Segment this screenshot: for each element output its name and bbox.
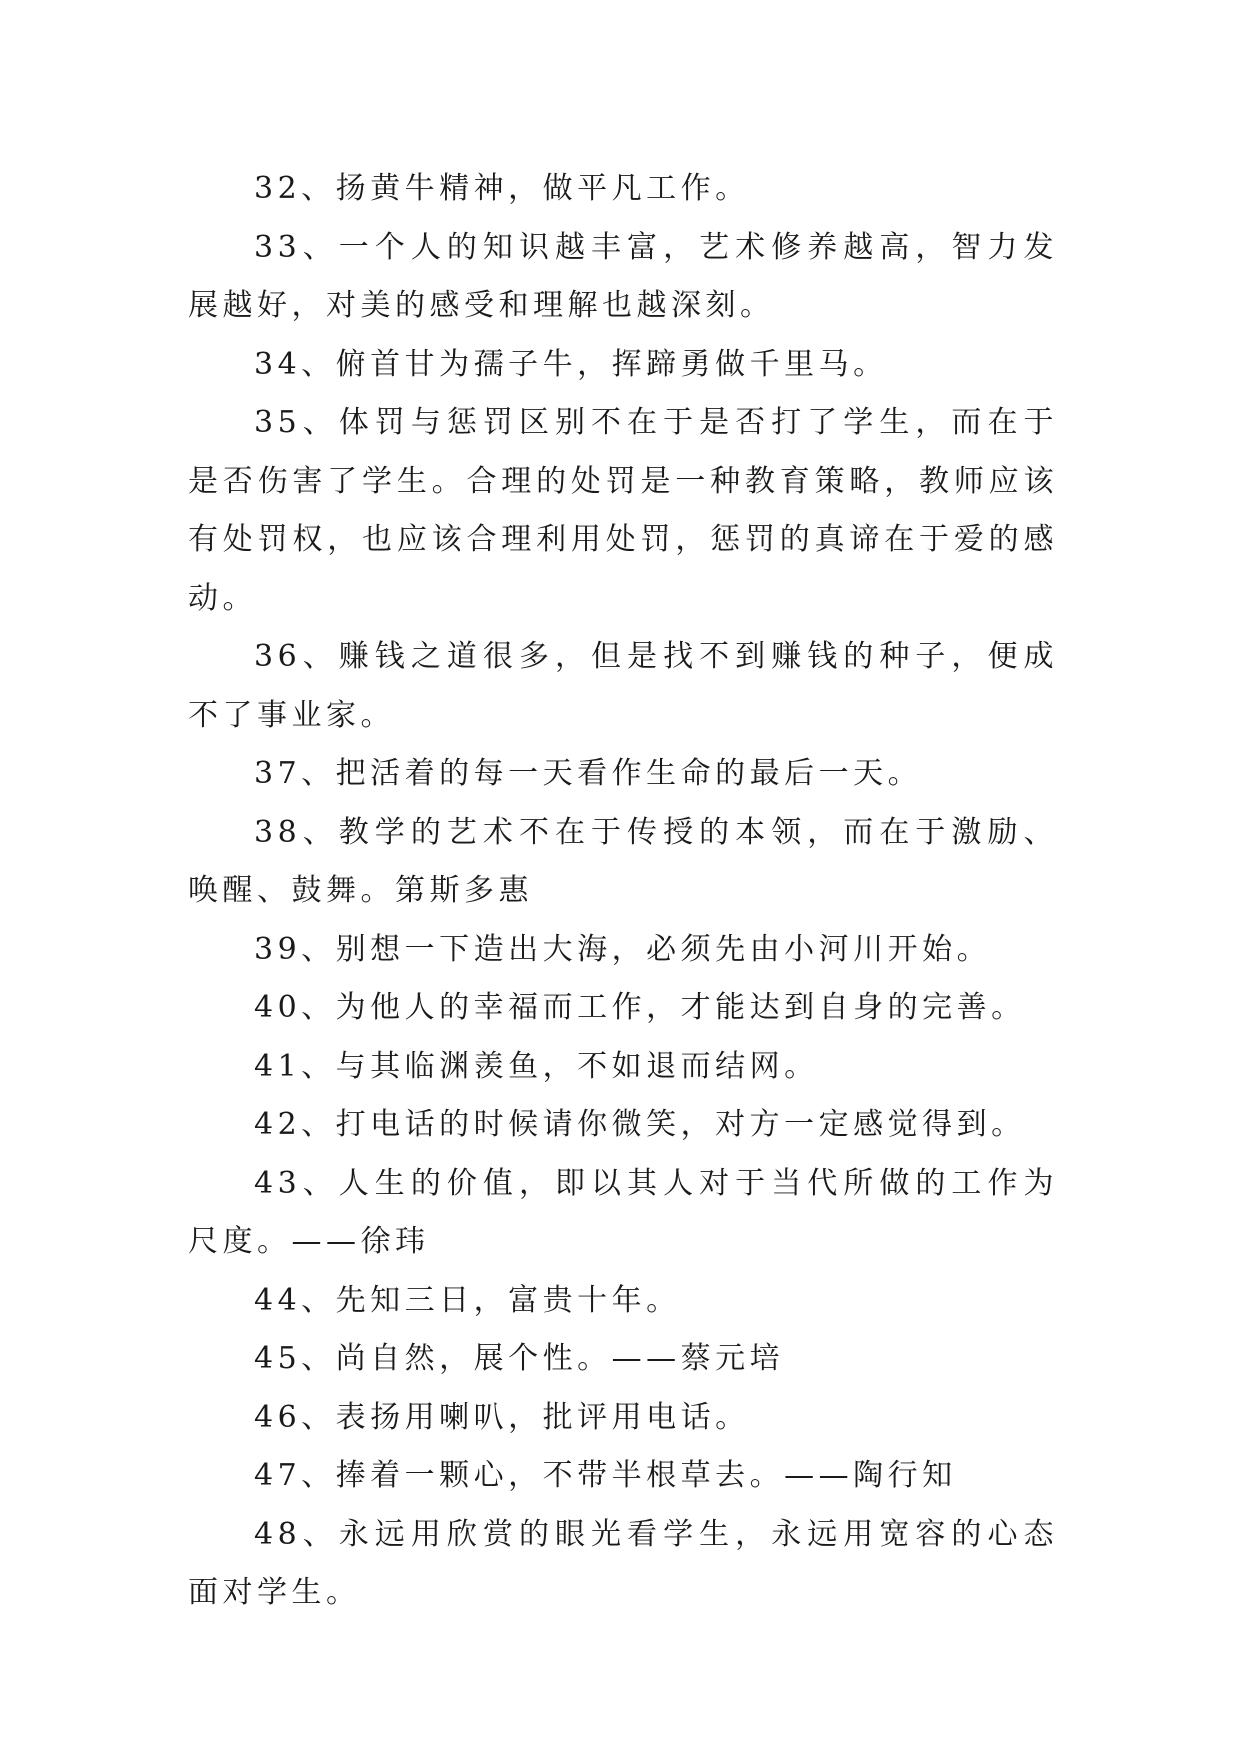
quote-paragraph-36: 36、赚钱之道很多，但是找不到赚钱的种子，便成不了事业家。 [188, 639, 1058, 733]
quote-paragraph-43: 43、人生的价值，即以其人对于当代所做的工作为尺度。——徐玮 [188, 1165, 1058, 1259]
quote-paragraph-39: 39、别想一下造出大海，必须先由小河川开始。 [254, 931, 992, 967]
quote-paragraph-40: 40、为他人的幸福而工作，才能达到自身的完善。 [254, 990, 1026, 1025]
quote-paragraph-47: 47、捧着一颗心，不带半根草去。——陶行知 [254, 1458, 957, 1493]
quote-paragraph-45: 45、尚自然，展个性。——蔡元培 [254, 1341, 785, 1376]
quote-paragraph-33: 33、一个人的知识越丰富，艺术修养越高，智力发展越好，对美的感受和理解也越深刻。 [188, 229, 1058, 323]
quote-paragraph-41: 41、与其临渊羡鱼，不如退而结网。 [254, 1048, 819, 1084]
quote-paragraph-42: 42、打电话的时候请你微笑，对方一定感觉得到。 [254, 1107, 1026, 1142]
quote-paragraph-34: 34、俯首甘为孺子牛，挥蹄勇做千里马。 [254, 346, 888, 382]
quote-paragraph-44: 44、先知三日，富贵十年。 [254, 1282, 681, 1318]
document-body [188, 160, 1058, 1623]
quote-paragraph-38: 38、教学的艺术不在于传授的本领，而在于激励、唤醒、鼓舞。第斯多惠 [188, 814, 1058, 908]
quote-paragraph-46: 46、表扬用喇叭，批评用电话。 [254, 1399, 750, 1435]
quote-paragraph-48: 48、永远用欣赏的眼光看学生，永远用宽容的心态面对学生。 [188, 1516, 1058, 1610]
quote-paragraph-32: 32、扬黄牛精神，做平凡工作。 [254, 171, 750, 206]
quote-paragraph-37: 37、把活着的每一天看作生命的最后一天。 [254, 756, 923, 791]
quote-paragraph-35: 35、体罚与惩罚区别不在于是否打了学生，而在于是否伤害了学生。合理的处罚是一种教育策略，教师应该有处罚权，也应该合理利用处罚，惩罚的真谛在于爱的感动。 [188, 405, 1058, 616]
